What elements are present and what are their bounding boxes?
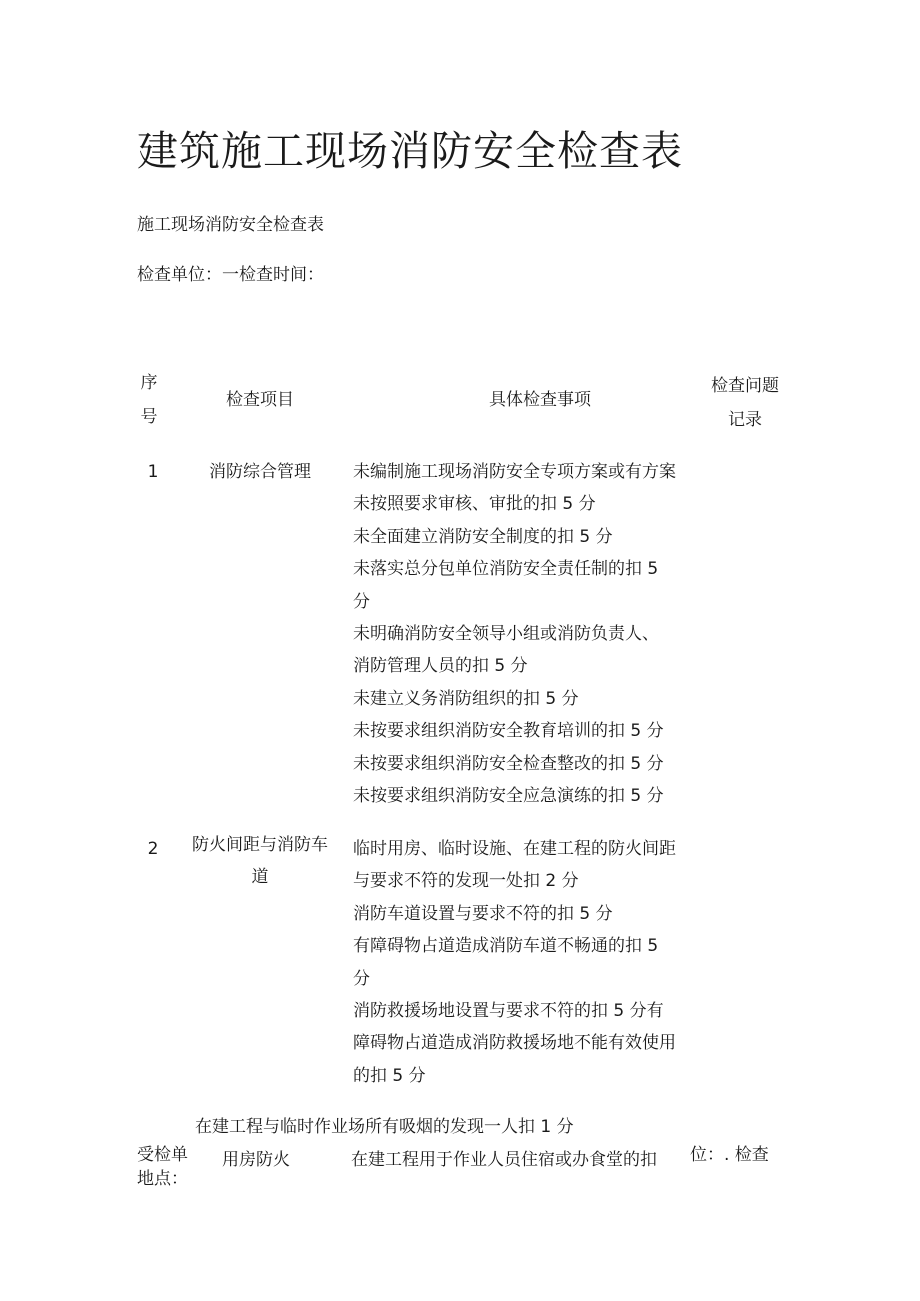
row-number: 2: [147, 839, 159, 859]
row-number: 1: [147, 462, 159, 482]
inspection-meta: 检查单位：一检查时间：: [137, 265, 324, 285]
smoking-rule: 在建工程与临时作业场所有吸烟的发现一人扣 1 分: [195, 1117, 574, 1137]
detail-line: 未按要求组织消防安全检查整改的扣 5 分: [353, 753, 664, 774]
detail-line: 的扣 5 分: [353, 1065, 426, 1086]
detail-line: 消防车道设置与要求不符的扣 5 分: [353, 903, 613, 924]
page-subtitle: 施工现场消防安全检查表: [137, 215, 324, 235]
detail-line: 临时用房、临时设施、在建工程的防火间距: [353, 839, 676, 859]
detail-line: 与要求不符的发现一处扣 2 分: [353, 871, 579, 892]
row-details: [353, 833, 713, 1092]
row-details: [353, 456, 713, 812]
detail-line: 未全面建立消防安全制度的扣 5 分: [353, 526, 613, 547]
row-item: [190, 456, 330, 488]
header-seq: [137, 366, 161, 434]
detail-line: 未明确消防安全领导小组或消防负责人、: [353, 623, 659, 644]
header-item: 检查项目: [226, 390, 294, 410]
row-item-line: 道: [251, 867, 269, 887]
footer-right-fragment: 位：. 检查: [690, 1145, 769, 1165]
detail-line: 分: [353, 591, 370, 612]
inspected-unit-label-line1: 受检单: [137, 1145, 188, 1165]
detail-line: 未编制施工现场消防安全专项方案或有方案: [353, 462, 676, 482]
detail-line: 未按要求组织消防安全应急演练的扣 5 分: [353, 785, 664, 806]
detail-line: 有障碍物占道造成消防车道不畅通的扣 5: [353, 936, 659, 957]
detail-line: 未建立义务消防组织的扣 5 分: [353, 688, 579, 709]
header-record-line1: 检查问题: [711, 376, 779, 396]
inspected-unit-label-line2: 地点：: [137, 1169, 188, 1189]
row-item-line: 防火间距与消防车: [192, 835, 328, 855]
row-item-line: 消防综合管理: [209, 462, 311, 482]
inspected-unit-label: [137, 1143, 188, 1191]
detail-line: 消防管理人员的扣 5 分: [353, 656, 528, 677]
header-detail: 具体检查事项: [489, 390, 591, 410]
detail-line: 障碍物占道造成消防救援场地不能有效使用: [353, 1033, 676, 1054]
detail-line: 分: [353, 968, 370, 989]
row-item: 用房防火: [222, 1150, 290, 1170]
header-record: [700, 369, 790, 437]
detail-line: 未按照要求审核、审批的扣 5 分: [353, 494, 596, 515]
detail-line: 未按要求组织消防安全教育培训的扣 5 分: [353, 721, 664, 742]
detail-line: 未落实总分包单位消防安全责任制的扣 5: [353, 559, 659, 580]
row-detail-partial: 在建工程用于作业人员住宿或办食堂的扣: [351, 1150, 657, 1170]
page-title: 建筑施工现场消防安全检查表: [137, 127, 683, 175]
row-item: [180, 829, 340, 893]
header-record-line2: 记录: [728, 410, 762, 430]
detail-line: 消防救援场地设置与要求不符的扣 5 分有: [353, 1000, 664, 1021]
header-seq-line1: 序: [140, 373, 158, 393]
header-seq-line2: 号: [140, 407, 158, 427]
